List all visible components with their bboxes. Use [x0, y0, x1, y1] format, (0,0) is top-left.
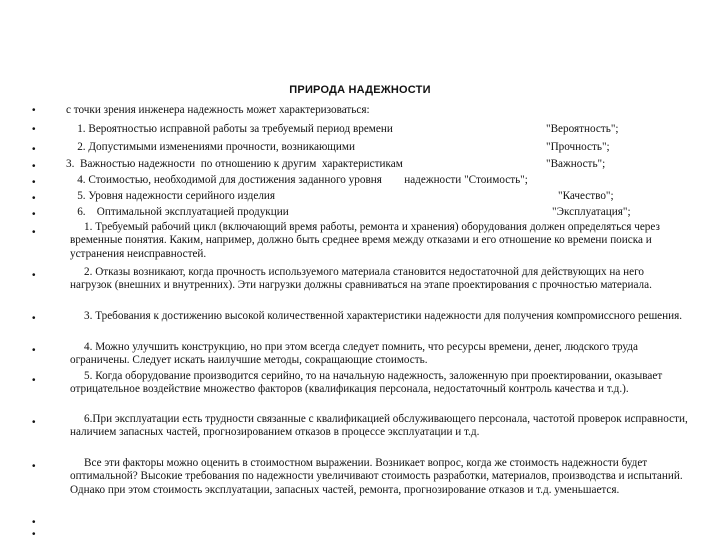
paragraph-4 — [70, 341, 688, 368]
bullet-10: • — [32, 313, 36, 324]
bullet-9: • — [32, 270, 36, 281]
bullet-1: • — [32, 105, 36, 116]
line-keyword: "Прочность"; — [546, 141, 610, 153]
bullet-2: • — [32, 124, 36, 135]
line-keyword: "Важность"; — [546, 158, 606, 170]
line-keyword: "Качество"; — [558, 190, 614, 202]
bullet-11: • — [32, 345, 36, 356]
bullet-8: • — [32, 227, 36, 238]
item-line-5 — [66, 189, 694, 203]
bullet-5: • — [32, 177, 36, 188]
line-text: 3. Важностью надежности по отношению к другим характеристикам — [66, 158, 403, 170]
bullet-13: • — [32, 417, 36, 428]
bullet-14: • — [32, 461, 36, 472]
bullet-3: • — [32, 144, 36, 155]
paragraph-6 — [70, 413, 688, 440]
line-text: 6. Оптимальной эксплуатацией продукции — [66, 206, 289, 218]
paragraph-text: 4. Можно улучшить конструкцию, но при этом всегда следует помнить, что ресурсы времени, денег, людского труда ограничены. Следует искать наилучшие методы, сокращающие стоимость. — [70, 341, 638, 367]
paragraph-text: 2. Отказы возникают, когда прочность используемого материала становится недостаточной для действующих на него нагрузок (внешних и внутренних). Эти нагрузки должны сравниваться на этапе проектирования с прочностью материала. — [70, 266, 652, 292]
paragraph-text: 3. Требования к достижению высокой количественной характеристики надежности для получения компромиссного решения. — [84, 310, 683, 322]
item-line-2 — [66, 140, 694, 154]
paragraph-text: 6.При эксплуатации есть трудности связанные с квалификацией обслуживающего персонала, частотой проверок исправности, наличием запасных частей, прогнозированием отказов в процессе эксплуатации и т.д. — [70, 413, 688, 439]
paragraph-2 — [70, 266, 688, 293]
line-text: 1. Вероятностью исправной работы за требуемый период времени — [66, 123, 393, 135]
bullet-15: • — [32, 517, 36, 528]
item-line-3 — [66, 157, 694, 171]
paragraph-5 — [70, 370, 688, 397]
line-keyword: "Эксплуатация"; — [552, 206, 631, 218]
line-text: 2. Допустимыми изменениями прочности, возникающими — [66, 141, 355, 153]
page-title: ПРИРОДА НАДЕЖНОСТИ — [289, 84, 431, 96]
line-text: 4. Стоимостью, необходимой для достижения заданного уровня надежности "Стоимость"; — [66, 174, 528, 186]
bullet-16: • — [32, 529, 36, 540]
bullet-12: • — [32, 375, 36, 386]
line-text: 5. Уровня надежности серийного изделия — [66, 190, 276, 202]
paragraph-text: Все эти факторы можно оценить в стоимостном выражении. Возникает вопрос, когда же стоимость надежности будет оптимальной? Высокие требования по надежности увеличивают стоимость разработки, материалов, производства и испытаний. Однако при этом стоимость эксплуатации, запасных частей, ремонта, прогнозирование отказов и т.д. уменьшается. — [70, 457, 683, 496]
paragraph-3 — [70, 310, 688, 323]
bullet-7: • — [32, 209, 36, 220]
bullet-6: • — [32, 193, 36, 204]
intro-line — [66, 103, 694, 117]
item-line-6 — [66, 205, 694, 219]
bullet-4: • — [32, 161, 36, 172]
line-text: с точки зрения инженера надежность может характеризоваться: — [66, 104, 370, 116]
paragraph-text: 1. Требуемый рабочий цикл (включающий время работы, ремонта и хранения) оборудования должен определяться через временные понятия. Каким, например, должно быть среднее время между отказами и его отношение ко времени поиска и устранения неисправностей. — [70, 221, 660, 260]
line-keyword: "Вероятность"; — [546, 123, 619, 135]
item-line-4 — [66, 173, 694, 187]
item-line-1 — [66, 122, 694, 136]
paragraph-text: 5. Когда оборудование производится серийно, то на начальную надежность, заложенную при проектировании, оказывает отрицательное воздействие множество факторов (квалификация персонала, недостаточный контроль качества и т.д.). — [70, 370, 663, 396]
paragraph-1 — [70, 221, 688, 261]
paragraph-7 — [70, 457, 688, 497]
